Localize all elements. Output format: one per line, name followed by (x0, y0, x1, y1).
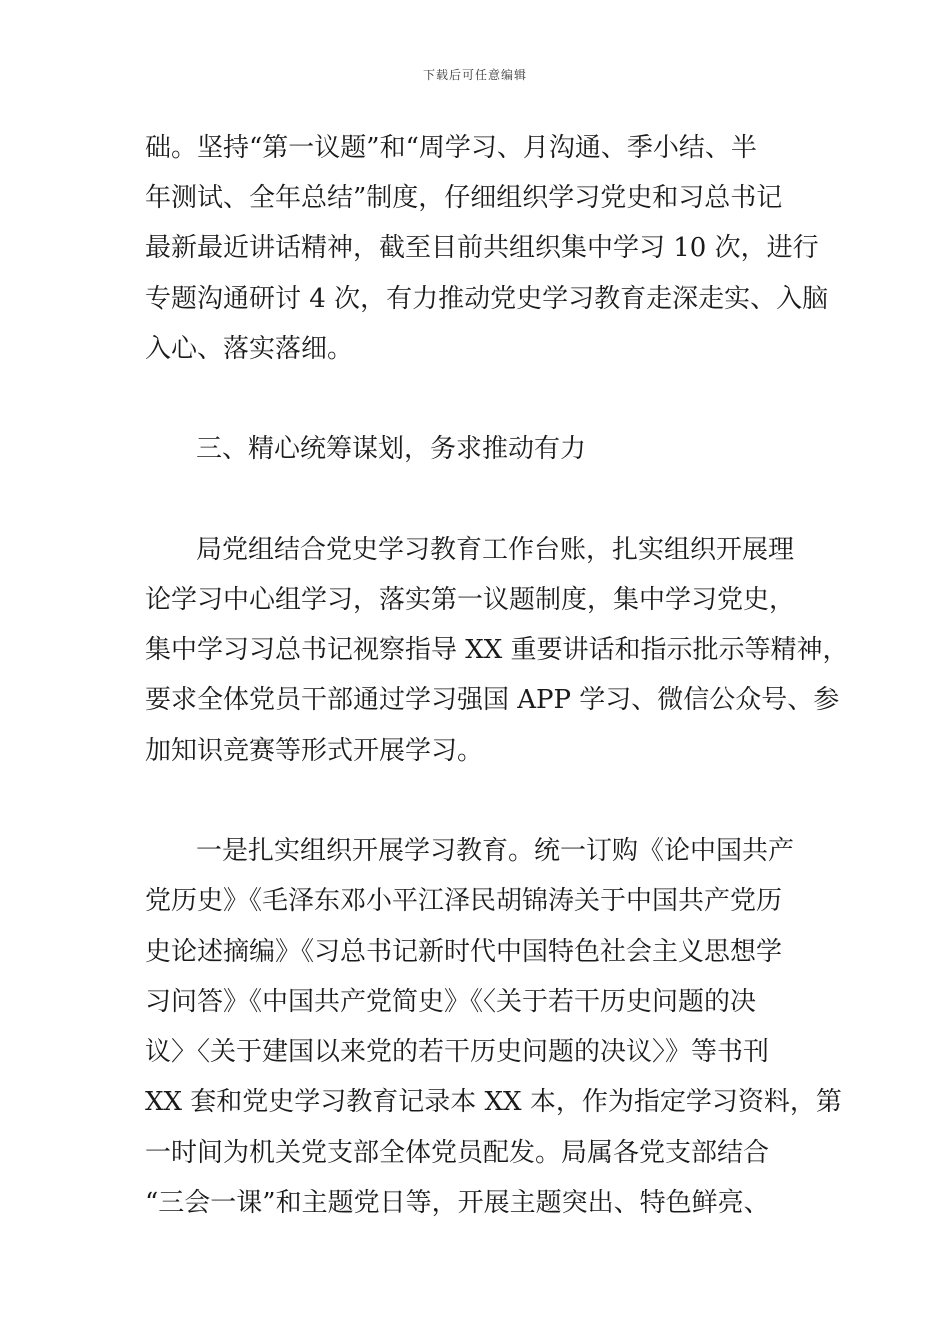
text-line: 一时间为机关党支部全体党员配发。局属各党支部结合 (145, 1138, 770, 1168)
text-line: “三会一课”和主题党日等，开展主题突出、特色鲜亮、 (145, 1188, 770, 1218)
text-line: 局党组结合党史学习教育工作台账，扎实组织开展理 (196, 535, 795, 565)
text-line: 最新最近讲话精神，截至目前共组织集中学习 10 次，进行 (145, 233, 819, 263)
page-header: 下载后可任意编辑 (422, 68, 527, 82)
text-line: 习问答》《中国共产党简史》《〈关于若干历史问题的决 (145, 987, 757, 1017)
text-line: 年测试、全年总结”制度，仔细组织学习党史和习总书记 (145, 183, 783, 213)
text-line: 专题沟通研讨 4 次，有力推动党史学习教育走深走实、入脑 (145, 284, 829, 314)
text-line: 集中学习习总书记视察指导 XX 重要讲话和指示批示等精神， (145, 635, 849, 665)
text-line: 加知识竞赛等形式开展学习。 (145, 736, 484, 766)
text-line: 要求全体党员干部通过学习强国 APP 学习、微信公众号、参 (145, 685, 840, 715)
text-line: 入心、落实落细。 (145, 334, 354, 364)
text-line: 议〉〈关于建国以来党的若干历史问题的决议〉》等书刊 (145, 1037, 770, 1067)
text-line: 史论述摘编》《习总书记新时代中国特色社会主义思想学 (145, 937, 783, 967)
text-line: XX 套和党史学习教育记录本 XX 本，作为指定学习资料，第 (145, 1087, 842, 1117)
text-line: 党历史》《毛泽东邓小平江泽民胡锦涛关于中国共产党历 (145, 886, 783, 916)
text-line: 础。坚持“第一议题”和“周学习、月沟通、季小结、半 (145, 133, 757, 163)
text-line: 论学习中心组学习，落实第一议题制度，集中学习党史， (145, 585, 796, 615)
text-line: 一是扎实组织开展学习教育。统一订购《论中国共产 (196, 836, 795, 866)
section-heading: 三、精心统筹谋划，务求推动有力 (196, 434, 587, 464)
